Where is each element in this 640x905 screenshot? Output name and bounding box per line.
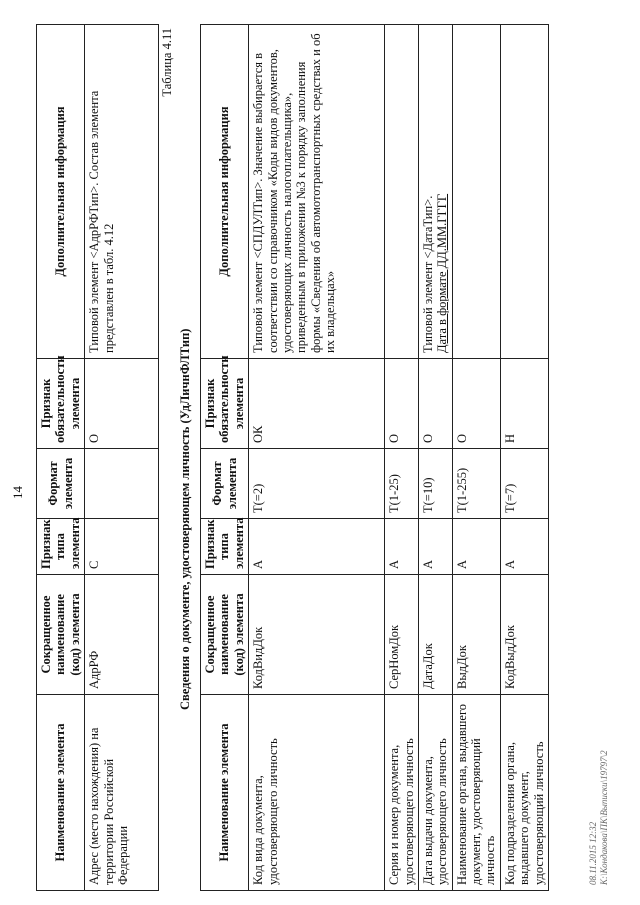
cell-info — [385, 25, 419, 359]
table-row — [385, 25, 419, 891]
cell-name: Адрес (место нахождения) на территории Российской Федерации — [85, 695, 159, 891]
cell-info — [452, 25, 500, 359]
cell-type: А — [500, 519, 548, 575]
cell-info-line: Дата в формате ДД.ММ.ГГГГ — [435, 193, 450, 353]
cell-format: Т(1-25) — [385, 449, 419, 519]
elements-table-1 — [36, 24, 159, 891]
cell-format: Т(=10) — [418, 449, 452, 519]
cell-type: А — [418, 519, 452, 575]
table-title: Сведения о документе, удостоверяющем личность (УдЛичнФЛТип) — [178, 328, 192, 710]
cell-format — [85, 449, 159, 519]
cell-required: О — [85, 359, 159, 449]
col-header-name: Наименование элемента — [37, 695, 85, 891]
col-header-type: Признак типа элемента — [37, 519, 85, 575]
col-header-code: Сокращенное наименование (код) элемента — [201, 575, 249, 695]
table-header-row — [201, 25, 249, 891]
col-header-name: Наименование элемента — [201, 695, 249, 891]
table-row — [249, 25, 385, 891]
page-number: 14 — [10, 486, 25, 499]
cell-format: Т(1-255) — [452, 449, 500, 519]
cell-code: КодВидДок — [249, 575, 385, 695]
cell-required: О — [452, 359, 500, 449]
col-header-format: Формат элемента — [201, 449, 249, 519]
cell-required: О — [418, 359, 452, 449]
cell-type: А — [385, 519, 419, 575]
cell-info — [500, 25, 548, 359]
cell-code: АдрРФ — [85, 575, 159, 695]
cell-info-line: Типовой элемент <ДатаТип>. — [420, 195, 435, 353]
cell-code: КодВыдДок — [500, 575, 548, 695]
cell-info — [418, 25, 452, 359]
cell-required: Н — [500, 359, 548, 449]
stamp-path: К:\Кондакова\ПК\Выписки\19797\2 — [599, 750, 610, 885]
cell-name: Код подразделения органа, выдавшего документ, удостоверяющий личность — [500, 695, 548, 891]
table-row — [418, 25, 452, 891]
cell-code: ДатаДок — [418, 575, 452, 695]
table-number: Таблица 4.11 — [160, 28, 174, 97]
cell-code: СерНомДок — [385, 575, 419, 695]
cell-name: Наименование органа, выдавшего документ, удостоверяющий личность — [452, 695, 500, 891]
table-row — [452, 25, 500, 891]
col-header-info: Дополнительная информация — [201, 25, 249, 359]
cell-name: Код вида документа, удостоверяющего личность — [249, 695, 385, 891]
cell-format: Т(=2) — [249, 449, 385, 519]
cell-name: Серия и номер документа, удостоверяющего личность — [385, 695, 419, 891]
elements-table-2 — [200, 24, 549, 891]
table-header-row — [37, 25, 85, 891]
col-header-format: Формат элемента — [37, 449, 85, 519]
print-stamp — [588, 750, 611, 885]
col-header-info: Дополнительная информация — [37, 25, 85, 359]
stamp-date: 08.11.2015 12:32 — [588, 821, 598, 885]
col-header-code: Сокращенное наименование (код) элемента — [37, 575, 85, 695]
cell-required: О — [385, 359, 419, 449]
cell-code: ВыдДок — [452, 575, 500, 695]
cell-info: Типовой элемент <АдрРФТип>. Состав элемента представлен в табл. 4.12 — [85, 25, 159, 359]
col-header-type: Признак типа элемента — [201, 519, 249, 575]
cell-info: Типовой элемент <СПДУЛТип>. Значение выбирается в соответствии со справочником «Коды видов документов, удостоверяющих личность налогоплательщика», приведенным в приложении №3 к порядку заполнения формы «Сведения об автомототранспортных средствах и об их владельцах» — [249, 25, 385, 359]
col-header-required: Признак обязательности элемента — [37, 359, 85, 449]
table-row — [85, 25, 159, 891]
cell-format: Т(=7) — [500, 449, 548, 519]
cell-name: Дата выдачи документа, удостоверяющего личность — [418, 695, 452, 891]
cell-required: ОК — [249, 359, 385, 449]
cell-type: А — [249, 519, 385, 575]
col-header-required: Признак обязательности элемента — [201, 359, 249, 449]
cell-type: А — [452, 519, 500, 575]
cell-type: С — [85, 519, 159, 575]
table-row — [500, 25, 548, 891]
